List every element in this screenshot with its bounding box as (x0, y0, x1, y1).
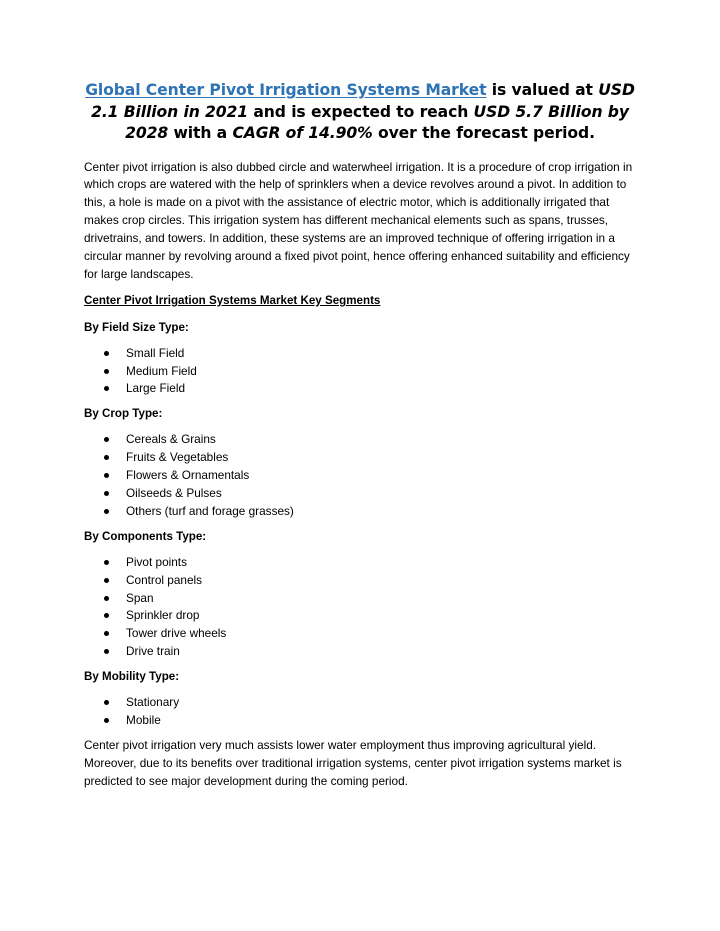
bullet-icon (104, 596, 109, 601)
list-item-label: Others (turf and forage grasses) (126, 503, 294, 518)
title-value-2021: USD 2.1 Billion in 2021 (91, 81, 635, 121)
bullet-icon (104, 351, 109, 356)
conclusion-paragraph: Center pivot irrigation very much assists lower water employment thus improving agricultural yield. Moreover, due to its benefits over traditional irrigation systems, center pivot irrigation systems market is predicted to see major development during the coming period. (84, 737, 622, 788)
bullet-icon (104, 386, 109, 391)
section-mobility-type (84, 668, 636, 730)
title-text-1: is valued at (486, 81, 599, 99)
section-components-type (84, 528, 636, 661)
list-item-label: Medium Field (126, 363, 197, 378)
segments-heading: Center Pivot Irrigation Systems Market Key Segments (84, 293, 381, 307)
list-item-label: Large Field (126, 381, 186, 396)
bullet-icon (104, 649, 109, 654)
list-item-label: Mobile (126, 712, 161, 727)
list-item-label: Cereals & Grains (126, 432, 216, 447)
section-heading: By Components Type: (84, 529, 207, 543)
bullet-icon (104, 437, 109, 442)
list-item (84, 712, 636, 730)
intro-paragraph: Center pivot irrigation is also dubbed circle and waterwheel irrigation. It is a procedure of crop irrigation in which crops are watered with the help of sprinklers when a device revolves around a pivot. In addition to this, a hole is made on a pivot with the assistance of electric motor, which is additionally irrigated that makes crop circles. This irrigation system has different mechanical elements such as spans, trusses, drivetrains, and towers. In addition, these systems are an improved technique of offering irrigation in a circular manner by revolving around a fixed pivot point, hence offering enhanced suitability and efficiency for large landscapes. (84, 159, 633, 281)
bullet-icon (104, 455, 109, 460)
list-item (84, 345, 636, 363)
bullet-icon (104, 631, 109, 636)
list-item (84, 503, 636, 521)
list-item (84, 467, 636, 485)
bullet-list (84, 345, 636, 399)
list-item (84, 380, 636, 398)
list-item-label: Drive train (126, 644, 180, 659)
bullet-list (84, 694, 636, 730)
list-item (84, 572, 636, 590)
title-text-4: over the forecast period. (372, 124, 595, 142)
list-item (84, 485, 636, 503)
list-item-label: Pivot points (126, 554, 187, 569)
bullet-list (84, 431, 636, 521)
bullet-icon (104, 473, 109, 478)
page-title (84, 80, 636, 145)
bullet-icon (104, 700, 109, 705)
section-field-size (84, 319, 636, 399)
list-item-label: Stationary (126, 695, 180, 710)
title-text-2: and is expected to reach (248, 102, 474, 121)
list-item (84, 625, 636, 643)
list-item (84, 554, 636, 572)
title-cagr: CAGR of 14.90% (232, 124, 373, 142)
bullet-icon (104, 491, 109, 496)
bullet-list (84, 554, 636, 661)
list-item-label: Oilseeds & Pulses (126, 486, 222, 500)
list-item (84, 590, 636, 608)
list-item-label: Small Field (126, 345, 185, 360)
list-item-label: Sprinkler drop (126, 608, 200, 623)
market-title-link[interactable]: Global Center Pivot Irrigation Systems Market (85, 81, 487, 99)
section-heading: By Field Size Type: (84, 320, 189, 334)
list-item-label: Control panels (126, 572, 203, 587)
list-item-label: Span (126, 590, 154, 605)
section-crop-type (84, 405, 636, 520)
bullet-icon (104, 560, 109, 565)
list-item-label: Tower drive wheels (126, 626, 227, 641)
list-item (84, 363, 636, 381)
bullet-icon (104, 613, 109, 618)
bullet-icon (104, 578, 109, 583)
title-text-3: with a (168, 124, 233, 142)
list-item (84, 431, 636, 449)
bullet-icon (104, 509, 109, 514)
document-page (84, 80, 636, 791)
list-item (84, 694, 636, 712)
title-value-2028: USD 5.7 Billion by 2028 (125, 102, 629, 142)
list-item (84, 449, 636, 467)
section-heading: By Mobility Type: (84, 670, 180, 684)
bullet-icon (104, 369, 109, 374)
section-heading: By Crop Type: (84, 407, 163, 421)
list-item-label: Flowers & Ornamentals (126, 468, 250, 483)
list-item (84, 607, 636, 625)
list-item (84, 643, 636, 661)
bullet-icon (104, 718, 109, 723)
list-item-label: Fruits & Vegetables (126, 450, 229, 465)
